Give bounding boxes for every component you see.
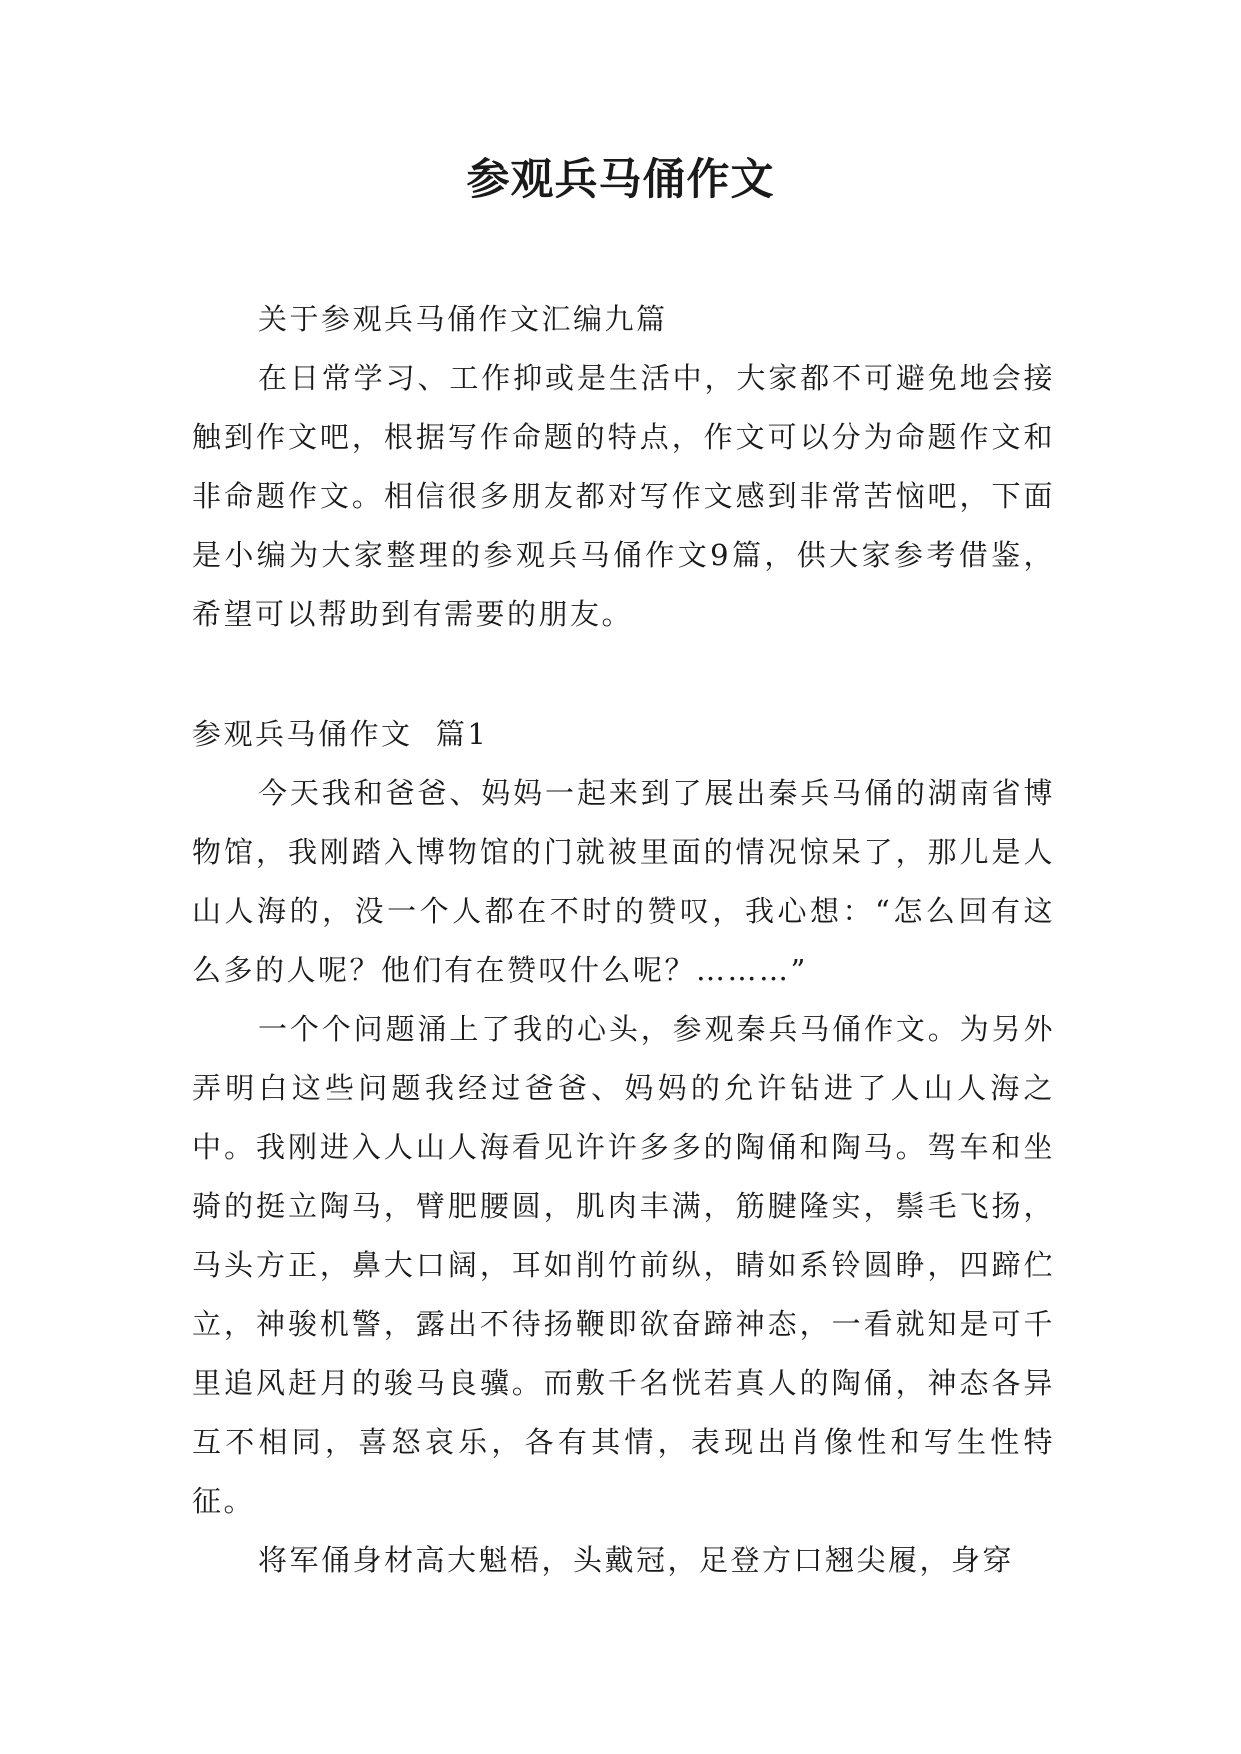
section-heading: 参观兵马俑作文 篇1 bbox=[192, 717, 489, 751]
paragraph-1: 今天我和爸爸、妈妈一起来到了展出秦兵马俑的湖南省博物馆，我刚踏入博物馆的门就被里面的情况惊呆了，那儿是人山人海的，没一个人都在不时的赞叹，我心想：“怎么回有这么多的人呢？他们有在赞叹什么呢？………” bbox=[192, 776, 1055, 987]
document-subtitle: 关于参观兵马俑作文汇编九篇 bbox=[258, 302, 668, 336]
intro-paragraph: 在日常学习、工作抑或是生活中，大家都不可避免地会接触到作文吧，根据写作命题的特点，作文可以分为命题作文和非命题作文。相信很多朋友都对写作文感到非常苦恼吧，下面是小编为大家整理的参观兵马俑作文9篇，供大家参考借鉴，希望可以帮助到有需要的朋友。 bbox=[192, 361, 1055, 631]
paragraph-2: 一个个问题涌上了我的心头，参观秦兵马俑作文。为另外弄明白这些问题我经过爸爸、妈妈的允许钻进了人山人海之中。我刚进入人山人海看见许许多多的陶俑和陶马。驾车和坐骑的挺立陶马，臂肥腰圆，肌肉丰满，筋腱隆实，鬃毛飞扬，马头方正，鼻大口阔，耳如削竹前纵，睛如系铃圆睁，四蹄伫立，神骏机警，露出不待扬鞭即欲奋蹄神态，一看就知是可千里追风赶月的骏马良骥。而敷千名恍若真人的陶俑，神态各异互不相同，喜怒哀乐，各有其情，表现出肖像性和写生性特征。 bbox=[192, 1012, 1055, 1518]
document-title: 参观兵马俑作文 bbox=[466, 155, 775, 205]
document-body bbox=[192, 290, 1055, 1590]
paragraph-3: 将军俑身材高大魁梧，头戴冠，足登方口翘尖履，身穿 bbox=[258, 1543, 1015, 1577]
